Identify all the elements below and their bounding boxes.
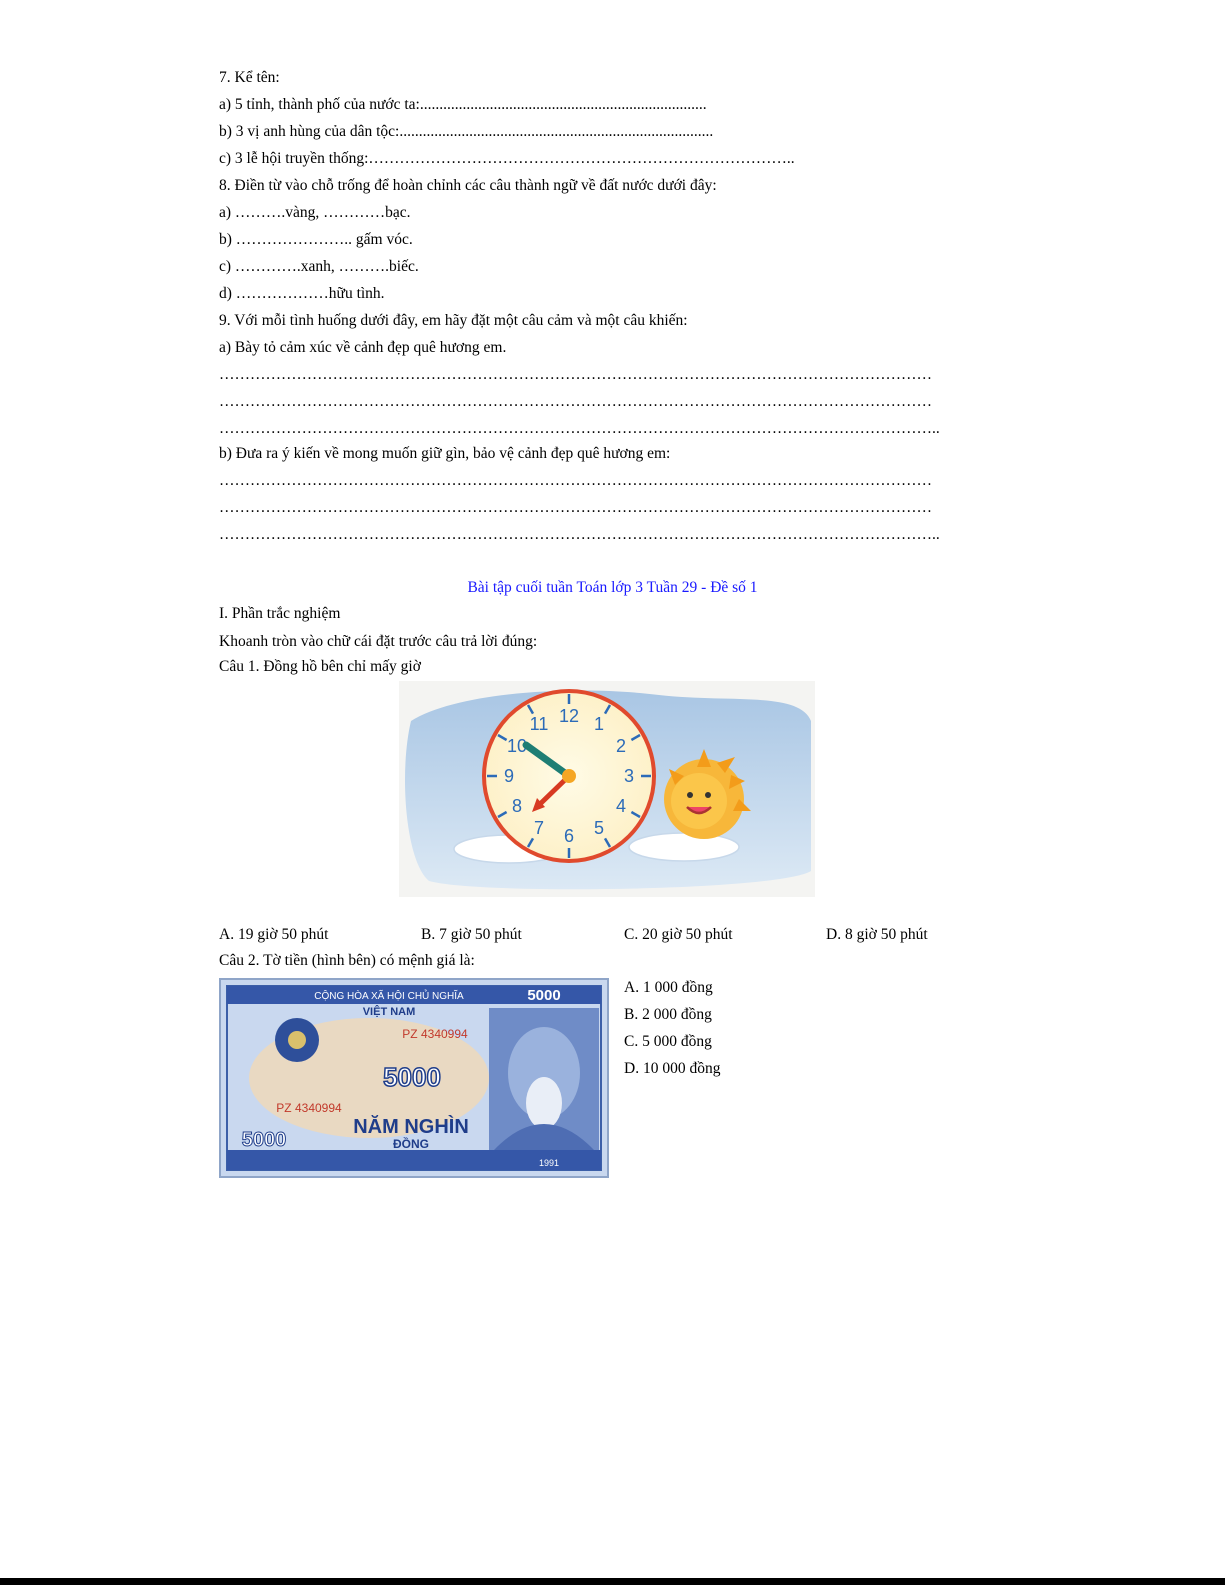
q7-a: a) 5 tỉnh, thành phố của nước ta:.......................................................................... (219, 96, 707, 113)
answer-line: ………………………………………………………………………………………………………………………… (219, 472, 932, 489)
cau1-option-b[interactable]: B. 7 giờ 50 phút (421, 926, 522, 943)
note-country: CỘNG HÒA XÃ HỘI CHỦ NGHĨA (314, 991, 464, 1002)
note-value-center: 5000 (383, 1062, 441, 1092)
q7-c: c) 3 lễ hội truyền thống:……………………………………………………………………….. (219, 150, 795, 167)
clock-number: 3 (623, 766, 635, 786)
banknote-image (219, 978, 609, 1178)
q8-heading: 8. Điền từ vào chỗ trống để hoàn chỉnh các câu thành ngữ về đất nước dưới đây: (219, 177, 717, 194)
clock-illustration (399, 681, 815, 897)
note-unit: ĐỒNG (393, 1137, 429, 1151)
cau2-option-c[interactable]: C. 5 000 đồng (624, 1033, 712, 1050)
clock-number: 11 (529, 714, 549, 734)
note-serial: PZ 4340994 (402, 1027, 468, 1041)
answer-line: ………………………………………………………………………………………………………………………….. (219, 420, 940, 437)
cau2-question: Câu 2. Tờ tiền (hình bên) có mệnh giá là: (219, 952, 475, 969)
part-heading: I. Phần trắc nghiệm (219, 605, 341, 622)
cau1-option-d[interactable]: D. 8 giờ 50 phút (826, 926, 928, 943)
clock-number: 9 (503, 766, 515, 786)
answer-line: ………………………………………………………………………………………………………………………… (219, 366, 932, 383)
cau2-option-a[interactable]: A. 1 000 đồng (624, 979, 713, 996)
section-title: Bài tập cuối tuần Toán lớp 3 Tuần 29 - Đề số 1 (467, 579, 758, 596)
note-country2: VIỆT NAM (362, 1006, 416, 1018)
q7-heading: 7. Kể tên: (219, 69, 280, 86)
clock-center (562, 769, 576, 783)
q8-a: a) ……….vàng, …………bạc. (219, 204, 411, 221)
clock-number: 12 (558, 706, 580, 726)
clock-number: 2 (615, 736, 627, 756)
cau2-option-d[interactable]: D. 10 000 đồng (624, 1060, 721, 1077)
emblem-star (288, 1031, 306, 1049)
clock-number: 7 (533, 818, 545, 838)
page-bottom-border (0, 1578, 1225, 1585)
cau2-option-b[interactable]: B. 2 000 đồng (624, 1006, 712, 1023)
portrait-image (489, 1008, 599, 1150)
note-serial-2: PZ 4340994 (276, 1101, 342, 1115)
clock-number: 5 (593, 818, 605, 838)
note-value-words: NĂM NGHÌN (353, 1116, 469, 1138)
q9-b: b) Đưa ra ý kiến về mong muốn giữ gìn, bảo vệ cảnh đẹp quê hương em: (219, 445, 671, 462)
clock-number: 4 (615, 796, 627, 816)
clock-number: 8 (511, 796, 523, 816)
clock-number: 6 (563, 826, 575, 846)
note-value-corner: 5000 (527, 987, 561, 1004)
cau1-question: Câu 1. Đồng hồ bên chỉ mấy giờ (219, 658, 421, 675)
clock-number: 1 (593, 714, 605, 734)
cloud-shape (629, 833, 739, 861)
clock-number: 10 (506, 736, 528, 756)
q8-b: b) ………………….. gấm vóc. (219, 231, 413, 248)
answer-line: ………………………………………………………………………………………………………………………….. (219, 526, 940, 543)
note-year: 1991 (538, 1158, 560, 1168)
answer-line: ………………………………………………………………………………………………………………………… (219, 499, 932, 516)
cau1-option-c[interactable]: C. 20 giờ 50 phút (624, 926, 733, 943)
q7-b: b) 3 vị anh hùng của dân tộc:................................................................................. (219, 123, 714, 140)
cau1-option-a[interactable]: A. 19 giờ 50 phút (219, 926, 329, 943)
q8-c: c) ………….xanh, ……….biếc. (219, 258, 419, 275)
instruction: Khoanh tròn vào chữ cái đặt trước câu trả lời đúng: (219, 633, 538, 650)
q8-d: d) ………………hữu tình. (219, 285, 385, 302)
note-value-bottom: 5000 (241, 1129, 287, 1151)
q9-heading: 9. Với mỗi tình huống dưới đây, em hãy đặt một câu cảm và một câu khiến: (219, 312, 688, 329)
answer-line: ………………………………………………………………………………………………………………………… (219, 393, 932, 410)
q9-a: a) Bày tỏ cảm xúc về cảnh đẹp quê hương em. (219, 339, 507, 356)
